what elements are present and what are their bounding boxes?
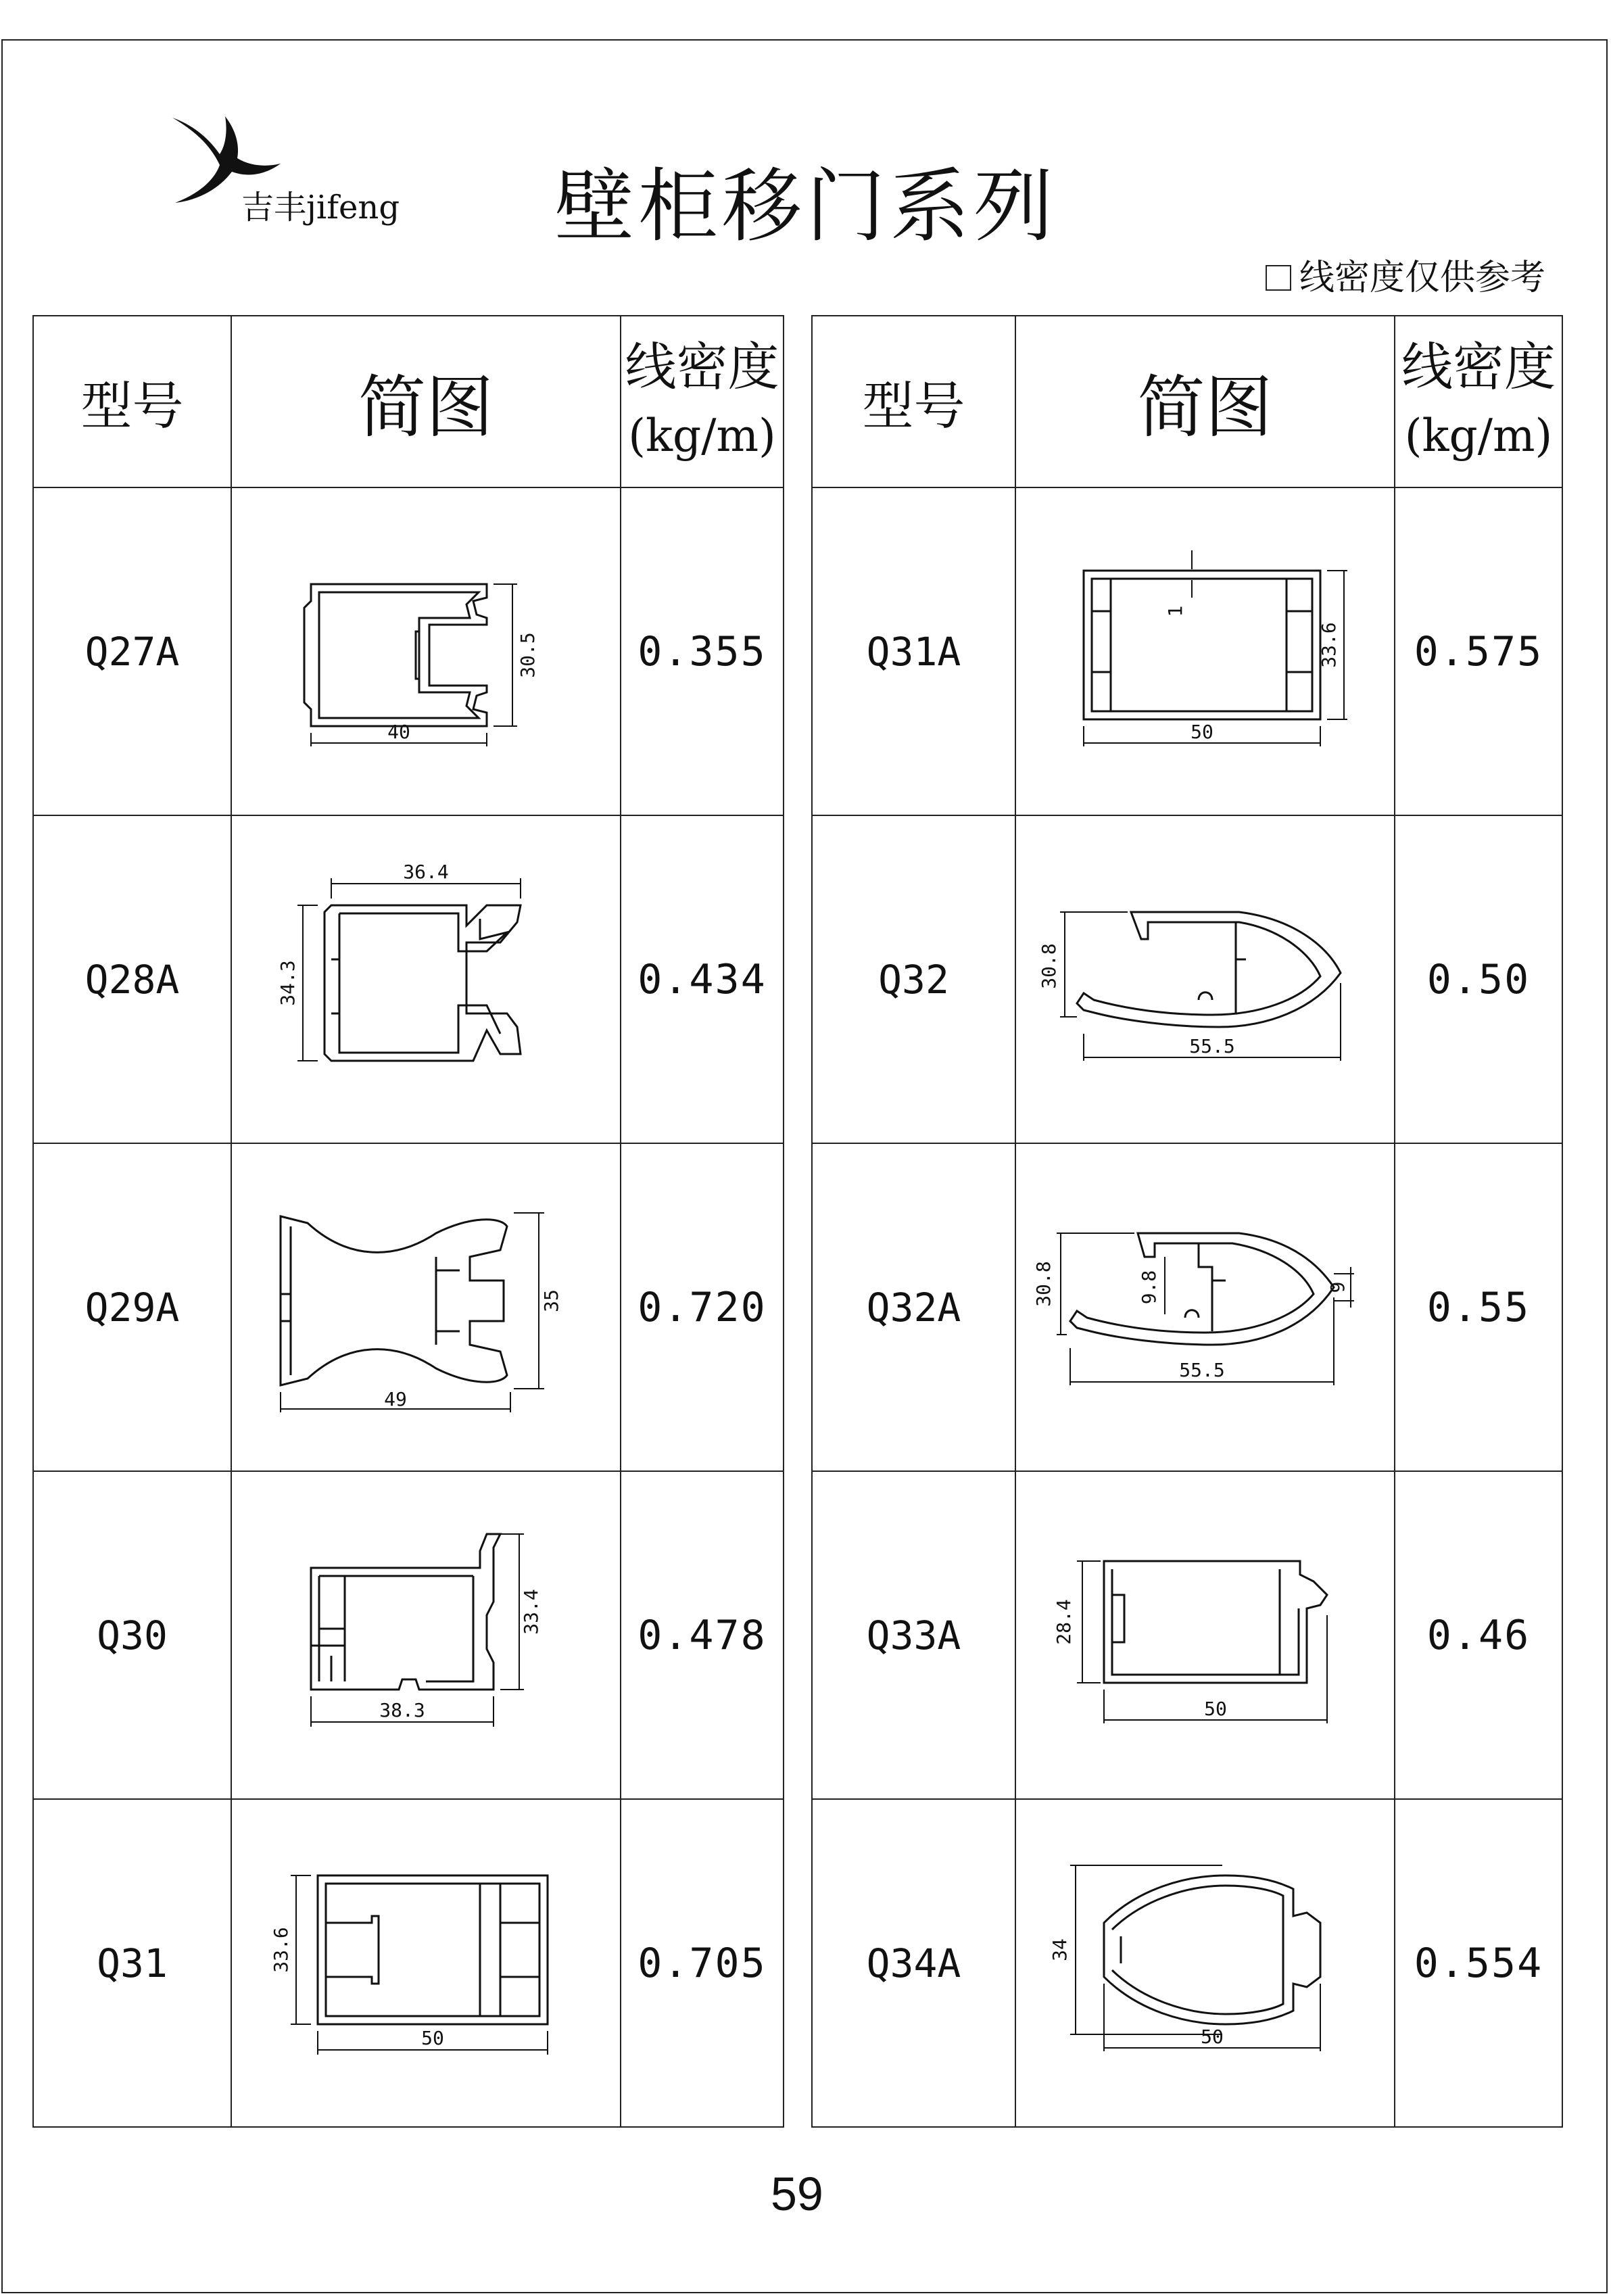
density-cell: 0.478 <box>621 1471 784 1799</box>
density-cell: 0.705 <box>621 1799 784 2127</box>
note-text: 线密度仅供参考 <box>1299 258 1546 298</box>
dim-width: 50 <box>1200 2025 1224 2048</box>
profile-drawing-q30 <box>284 1514 568 1757</box>
header-density-unit: (kg/m) <box>1404 410 1553 462</box>
table-row <box>33 487 784 815</box>
dim-width: 50 <box>1190 720 1213 743</box>
density-cell: 0.554 <box>1395 1799 1562 2127</box>
dim-lip: 9 <box>1326 1281 1349 1293</box>
table-row <box>33 1799 784 2127</box>
header-density <box>1395 316 1562 487</box>
sketch-cell <box>1015 487 1395 815</box>
model-cell: Q30 <box>33 1471 231 1799</box>
profile-drawing-q31a <box>1057 537 1354 767</box>
table-row <box>812 1471 1562 1799</box>
model-cell: Q27A <box>33 487 231 815</box>
dim-height: 33.6 <box>1317 621 1340 668</box>
table-row <box>812 815 1562 1143</box>
model-cell: Q31 <box>33 1799 231 2127</box>
dim-inner: 9.8 <box>1137 1270 1160 1304</box>
table-row <box>812 1799 1562 2127</box>
left-profile-table <box>32 315 784 2128</box>
sketch-cell <box>1015 815 1395 1143</box>
density-cell: 0.434 <box>621 815 784 1143</box>
sketch-cell <box>1015 1143 1395 1471</box>
model-cell: Q32 <box>812 815 1015 1143</box>
sketch-cell <box>1015 1471 1395 1799</box>
density-cell: 0.50 <box>1395 815 1562 1143</box>
sketch-cell <box>231 1471 621 1799</box>
header-density-unit: (kg/m) <box>628 410 776 462</box>
sketch-cell <box>1015 1799 1395 2127</box>
profile-drawing-q32 <box>1037 865 1368 1095</box>
dim-width: 55.5 <box>1188 1034 1235 1057</box>
table-row <box>812 487 1562 815</box>
dim-height: 33.4 <box>520 1588 542 1635</box>
dim-width: 55.5 <box>1178 1358 1225 1381</box>
table-header <box>33 316 784 487</box>
page-number: 59 <box>771 2168 823 2220</box>
dim-height: 35 <box>540 1289 562 1312</box>
brand-name: 吉丰jifeng <box>241 189 400 226</box>
density-cell: 0.355 <box>621 487 784 815</box>
header-density-label: 线密度 <box>625 337 779 397</box>
density-cell: 0.720 <box>621 1143 784 1471</box>
dim-width: 49 <box>384 1387 407 1410</box>
brand-logo <box>172 116 416 224</box>
model-cell: Q33A <box>812 1471 1015 1799</box>
model-cell: Q28A <box>33 815 231 1143</box>
table-row <box>33 1471 784 1799</box>
profile-drawing-q27a <box>284 550 568 753</box>
model-cell: Q34A <box>812 1799 1015 2127</box>
sketch-cell <box>231 815 621 1143</box>
dim-width: 38.3 <box>379 1698 425 1721</box>
header-sketch: 简图 <box>1015 316 1395 487</box>
header-sketch: 简图 <box>231 316 621 487</box>
dim-height: 28.4 <box>1052 1598 1075 1645</box>
model-cell: Q32A <box>812 1143 1015 1471</box>
model-cell: Q31A <box>812 487 1015 815</box>
checkbox-icon <box>1266 265 1291 291</box>
header-model: 型号 <box>812 316 1015 487</box>
profile-drawing-q31 <box>270 1848 575 2078</box>
dim-height: 34.3 <box>276 959 299 1006</box>
header-model: 型号 <box>33 316 231 487</box>
table-row <box>33 1143 784 1471</box>
density-cell: 0.46 <box>1395 1471 1562 1799</box>
dim-height: 30.5 <box>516 631 539 678</box>
dim-height: 30.8 <box>1032 1260 1055 1307</box>
sketch-cell <box>231 487 621 815</box>
profile-drawing-q33a <box>1050 1521 1361 1750</box>
dim-height: 30.8 <box>1037 942 1060 989</box>
header-density <box>621 316 784 487</box>
table-row <box>33 815 784 1143</box>
header-density-label: 线密度 <box>1401 337 1556 397</box>
dim-width: 36.4 <box>403 860 449 883</box>
profile-drawing-q29a <box>267 1186 585 1429</box>
profile-drawing-q34a <box>1050 1848 1361 2078</box>
density-cell: 0.55 <box>1395 1143 1562 1471</box>
sketch-cell <box>231 1799 621 2127</box>
reference-note <box>1266 249 1545 300</box>
dim-wall: 1 <box>1163 605 1186 617</box>
model-cell: Q29A <box>33 1143 231 1471</box>
table-header <box>812 316 1562 487</box>
profile-drawing-q28a <box>276 858 568 1101</box>
dim-width: 40 <box>387 720 410 743</box>
dim-height: 33.6 <box>270 1926 292 1973</box>
profile-drawing-q32a <box>1032 1193 1374 1422</box>
sketch-cell <box>231 1143 621 1471</box>
table-row <box>812 1143 1562 1471</box>
dim-height: 34 <box>1048 1938 1071 1961</box>
dim-width: 50 <box>1203 1697 1227 1720</box>
density-cell: 0.575 <box>1395 487 1562 815</box>
page-title: 壁柜移门系列 <box>554 160 1058 253</box>
dim-width: 50 <box>421 2026 444 2049</box>
right-profile-table <box>811 315 1563 2128</box>
